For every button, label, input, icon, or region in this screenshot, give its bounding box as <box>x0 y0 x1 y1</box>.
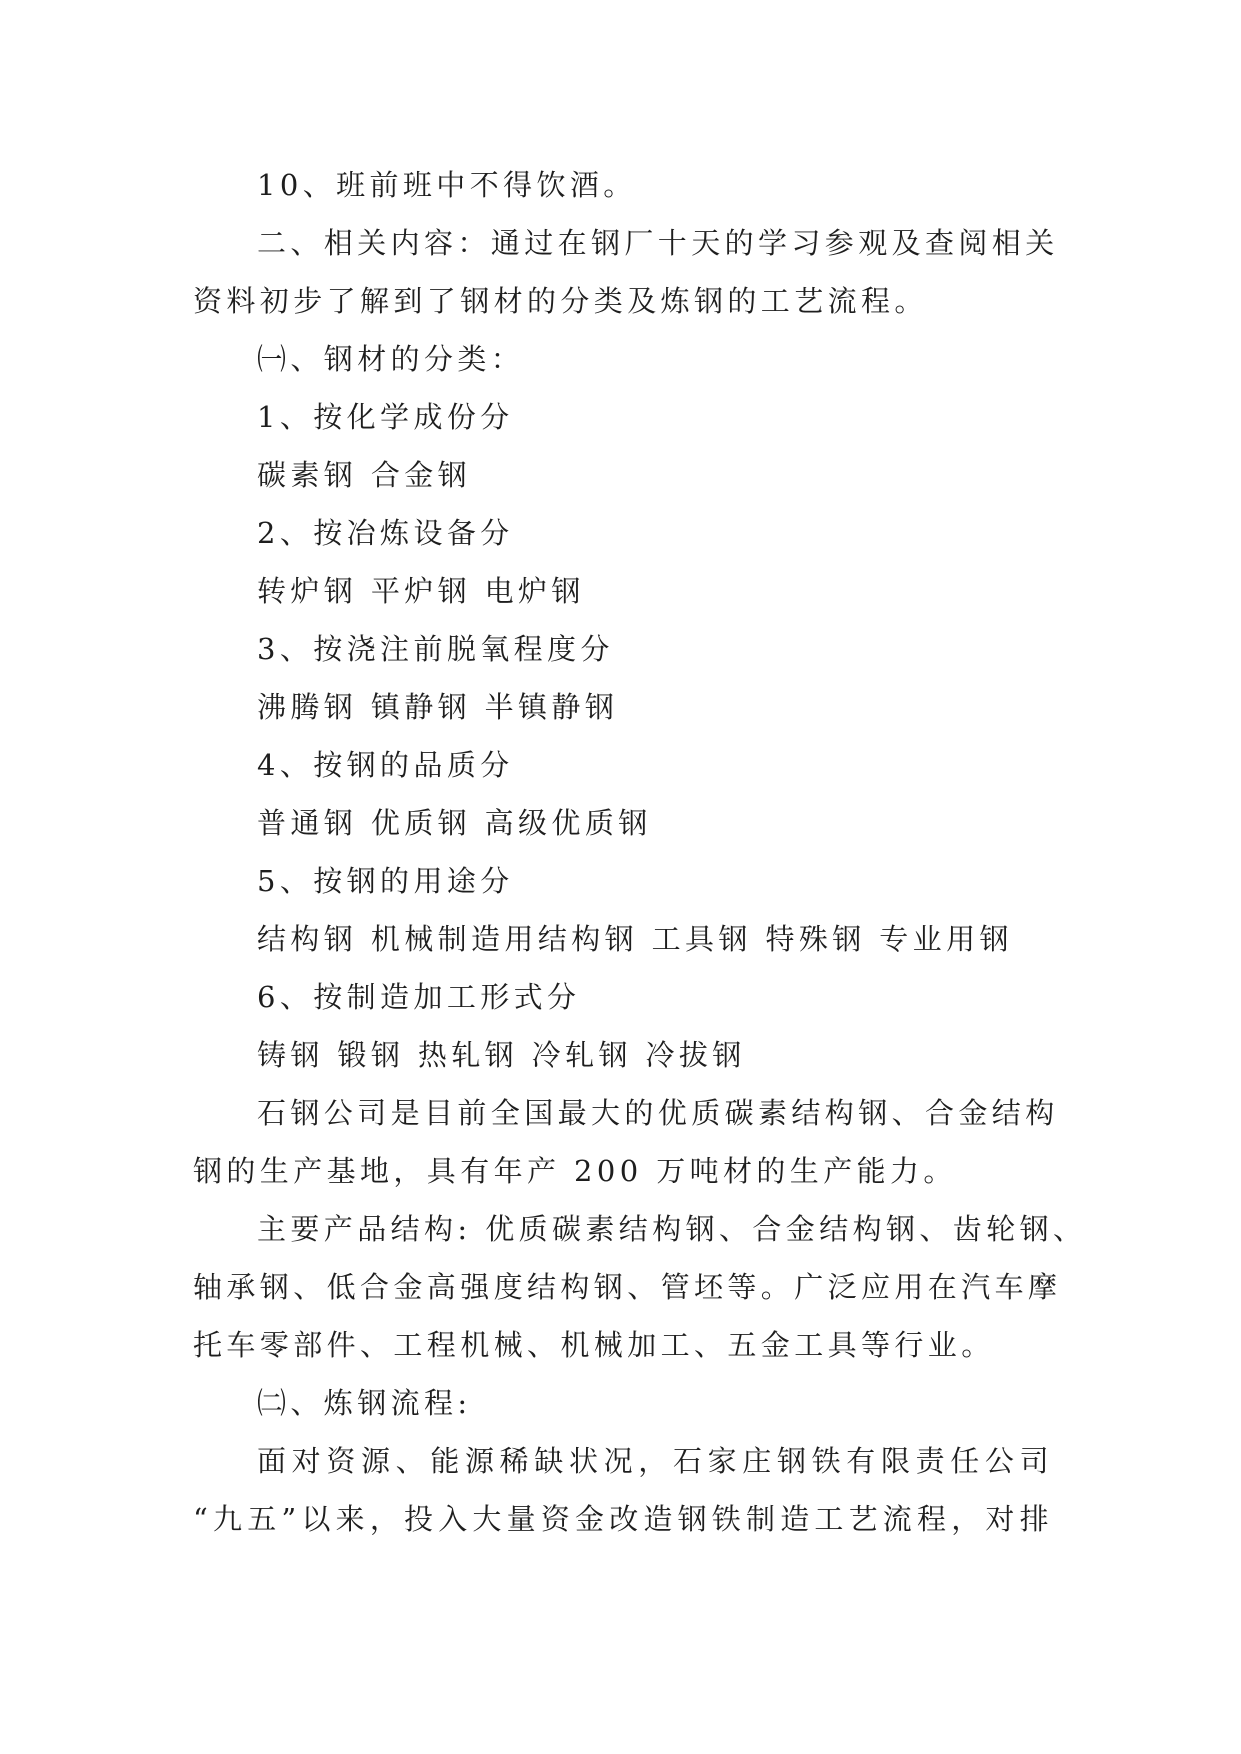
subsection-heading-steel-classification: ㈠、钢材的分类： <box>257 342 525 376</box>
paragraph-line: 钢的生产基地，具有年产 200 万吨材的生产能力。 <box>193 1154 957 1188</box>
classification-item-values: 铸钢 锻钢 热轧钢 冷轧钢 冷拔钢 <box>257 1038 746 1072</box>
classification-item-heading: 2、按冶炼设备分 <box>257 516 514 550</box>
paragraph-line: 面对资源、能源稀缺状况，石家庄钢铁有限责任公司 <box>257 1444 1053 1478</box>
paragraph-line: 主要产品结构: 优质碳素结构钢、合金结构钢、齿轮钢、 <box>257 1212 1087 1246</box>
paragraph-line: 资料初步了解到了钢材的分类及炼钢的工艺流程。 <box>193 284 928 318</box>
paragraph-line: 轴承钢、低合金高强度结构钢、管坯等。广泛应用在汽车摩 <box>193 1270 1062 1304</box>
paragraph-line: 托车零部件、工程机械、机械加工、五金工具等行业。 <box>193 1328 995 1362</box>
classification-item-values: 沸腾钢 镇静钢 半镇静钢 <box>257 690 619 724</box>
classification-item-values: 碳素钢 合金钢 <box>257 458 472 492</box>
classification-item-values: 结构钢 机械制造用结构钢 工具钢 特殊钢 专业用钢 <box>257 922 1013 956</box>
document-body <box>193 156 1087 1548</box>
classification-item-heading: 3、按浇注前脱氧程度分 <box>257 632 614 666</box>
classification-item-heading: 6、按制造加工形式分 <box>257 980 581 1014</box>
classification-item-values: 普通钢 优质钢 高级优质钢 <box>257 806 652 840</box>
paragraph-rule-10: 10、班前班中不得饮酒。 <box>257 168 637 202</box>
paragraph-line: 石钢公司是目前全国最大的优质碳素结构钢、合金结构 <box>257 1096 1059 1130</box>
classification-item-heading: 1、按化学成份分 <box>257 400 514 434</box>
classification-item-values: 转炉钢 平炉钢 电炉钢 <box>257 574 585 608</box>
classification-item-heading: 5、按钢的用途分 <box>257 864 514 898</box>
classification-item-heading: 4、按钢的品质分 <box>257 748 514 782</box>
paragraph-line: “九五”以来，投入大量资金改造钢铁制造工艺流程，对排 <box>193 1502 1053 1536</box>
section-heading-related-content: 二、相关内容：通过在钢厂十天的学习参观及查阅相关 <box>257 226 1059 260</box>
subsection-heading-steelmaking-process: ㈡、炼钢流程: <box>257 1386 472 1420</box>
